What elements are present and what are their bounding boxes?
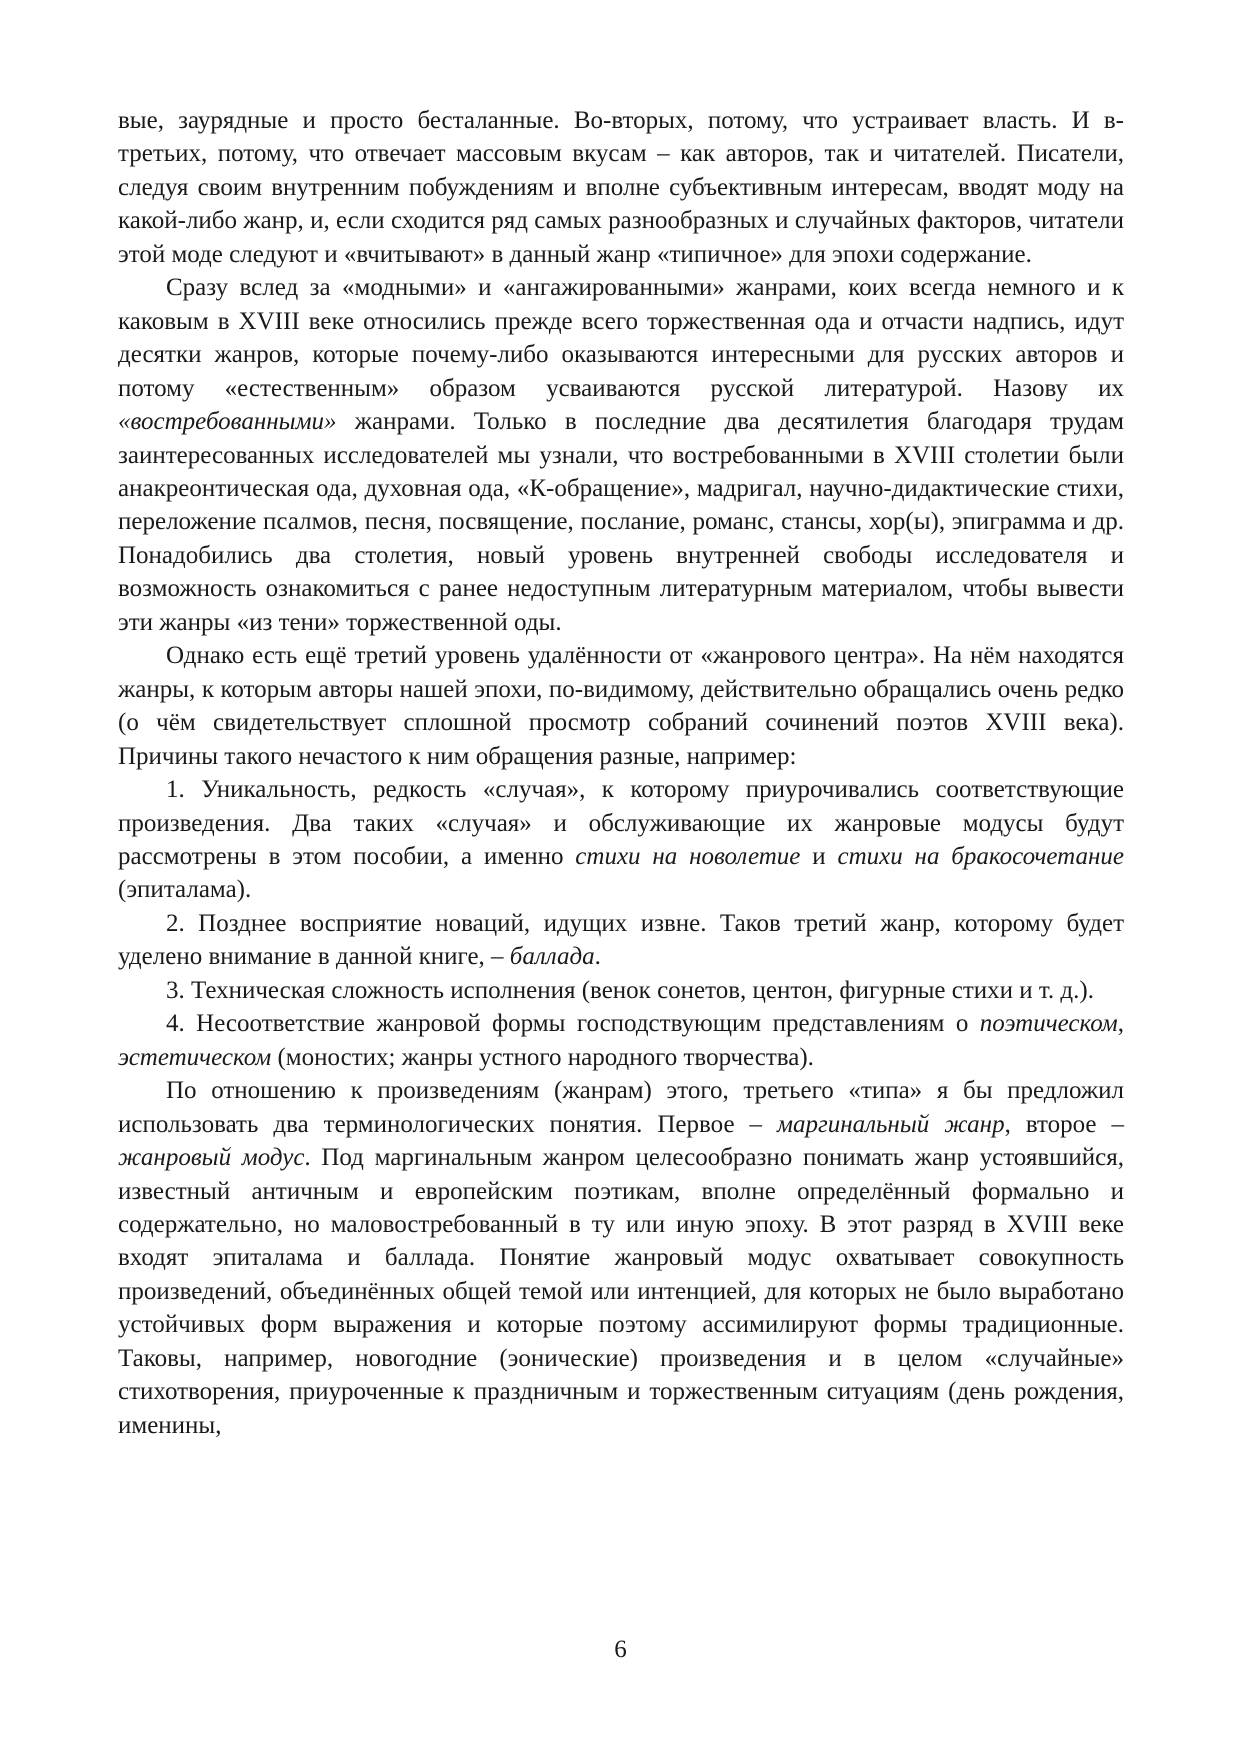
text-run: жанрами. Только в последние два десятилетия благодаря трудам заинтересованных исследователей мы узнали, что востребованными в XVIII столетии были анакреонтическая ода, духовная ода, «К-обращение», мадригал, научно-дидактические стихи, переложение псалмов, песня, посвящение, послание, романс, стансы, хор(ы), эпиграмма и др. Понадобились два столетия, новый уровень внутренней свободы исследователя и возможность ознакомиться с ранее недоступным литературным материалом, чтобы вывести эти жанры «из тени» торжественной оды. bbox=[118, 408, 1124, 636]
text-run: Однако есть ещё третий уровень удалённости от «жанрового центра». На нём находятся жанры, к которым авторы нашей эпохи, по-видимому, действительно обращались очень редко (о чём свидетельствует сплошной просмотр собраний сочинений поэтов XVIII века). Причины такого нечастого к ним обращения разные, например: bbox=[118, 642, 1124, 770]
paragraph-1 bbox=[118, 104, 1124, 271]
italic-term: эстетическом bbox=[118, 1043, 272, 1071]
paragraph-2 bbox=[118, 271, 1124, 639]
italic-term: маргинальный жанр bbox=[777, 1110, 1005, 1138]
text-run: . Под маргинальным жанром целесообразно понимать жанр устоявшийся, известный античным и европейским поэтикам, вполне определённый формально и содержательно, но маловостребованный в ту или иную эпоху. В этот разряд в XVIII веке входят эпиталама и баллада. Понятие жанровый модус охватывает совокупность произведений, объединённых общей темой или интенцией, для которых не было выработано устойчивых форм выражения и которые поэтому ассимилируют формы традиционные. Таковы, например, новогодние (эонические) произведения и в целом «случайные» стихотворения, приуроченные к праздничным и торжественным ситуациям (день рождения, именины, bbox=[118, 1144, 1124, 1439]
italic-term: стихи на бракосочетание bbox=[837, 842, 1124, 870]
text-run: . bbox=[594, 943, 601, 971]
text-run: , bbox=[1117, 1010, 1124, 1038]
text-run: (эпиталама). bbox=[118, 876, 252, 904]
text-run: вые, заурядные и просто бесталанные. Во-вторых, потому, что устраивает власть. И в-третьих, потому, что отвечает массовым вкусам – как авторов, так и читателей. Писатели, следуя своим внутренним побуждениям и вполне субъективным интересам, вводят моду на какой-либо жанр, и, если сходится ряд самых разнообразных и случайных факторов, читатели этой моде следуют и «вчитывают» в данный жанр «типичное» для эпохи содержание. bbox=[118, 107, 1124, 268]
italic-term: баллада bbox=[509, 943, 595, 971]
text-run: По отношению к произведениям (жанрам) этого, третьего «типа» я бы предложил использовать два терминологических понятия. Первое – bbox=[118, 1077, 1124, 1138]
italic-term: жанровый модус bbox=[118, 1144, 305, 1172]
paragraph-6 bbox=[118, 974, 1124, 1007]
text-run: 2. Позднее восприятие новаций, идущих извне. Таков третий жанр, которому будет уделено внимание в данной книге, – bbox=[118, 909, 1124, 971]
text-run: 4. Несоответствие жанровой формы господствующим представлениям о bbox=[166, 1010, 980, 1038]
text-run: Сразу вслед за «модными» и «ангажированными» жанрами, коих всегда немного и к каковым в XVIII веке относились прежде всего торжественная ода и отчасти надпись, идут десятки жанров, которые почему-либо оказываются интересными для русских авторов и потому «естественным» образом усваиваются русской литературой. Назову их bbox=[118, 274, 1124, 402]
page-number: 6 bbox=[614, 1636, 627, 1663]
paragraph-7 bbox=[118, 1007, 1124, 1074]
paragraph-8 bbox=[118, 1074, 1124, 1442]
text-run: 3. Техническая сложность исполнения (венок сонетов, центон, фигурные стихи и т. д.). bbox=[166, 976, 1094, 1004]
italic-term: стихи на новолетие bbox=[575, 842, 801, 870]
paragraph-3 bbox=[118, 639, 1124, 773]
paragraph-4 bbox=[118, 773, 1124, 907]
italic-term: «востребованными» bbox=[118, 408, 337, 436]
text-run: (моностих; жанры устного народного творчества). bbox=[271, 1043, 814, 1071]
text-run: 1. Уникальность, редкость «случая», к которому приурочивались соответствующие произведения. Два таких «случая» и обслуживающие их жанровые модусы будут рассмотрены в этом пособии, а именно bbox=[118, 776, 1124, 870]
text-run: , второе – bbox=[1004, 1110, 1124, 1138]
page-body bbox=[118, 104, 1124, 1442]
paragraph-5 bbox=[118, 907, 1124, 974]
text-run: и bbox=[800, 842, 838, 870]
italic-term: поэтическом bbox=[979, 1010, 1118, 1038]
